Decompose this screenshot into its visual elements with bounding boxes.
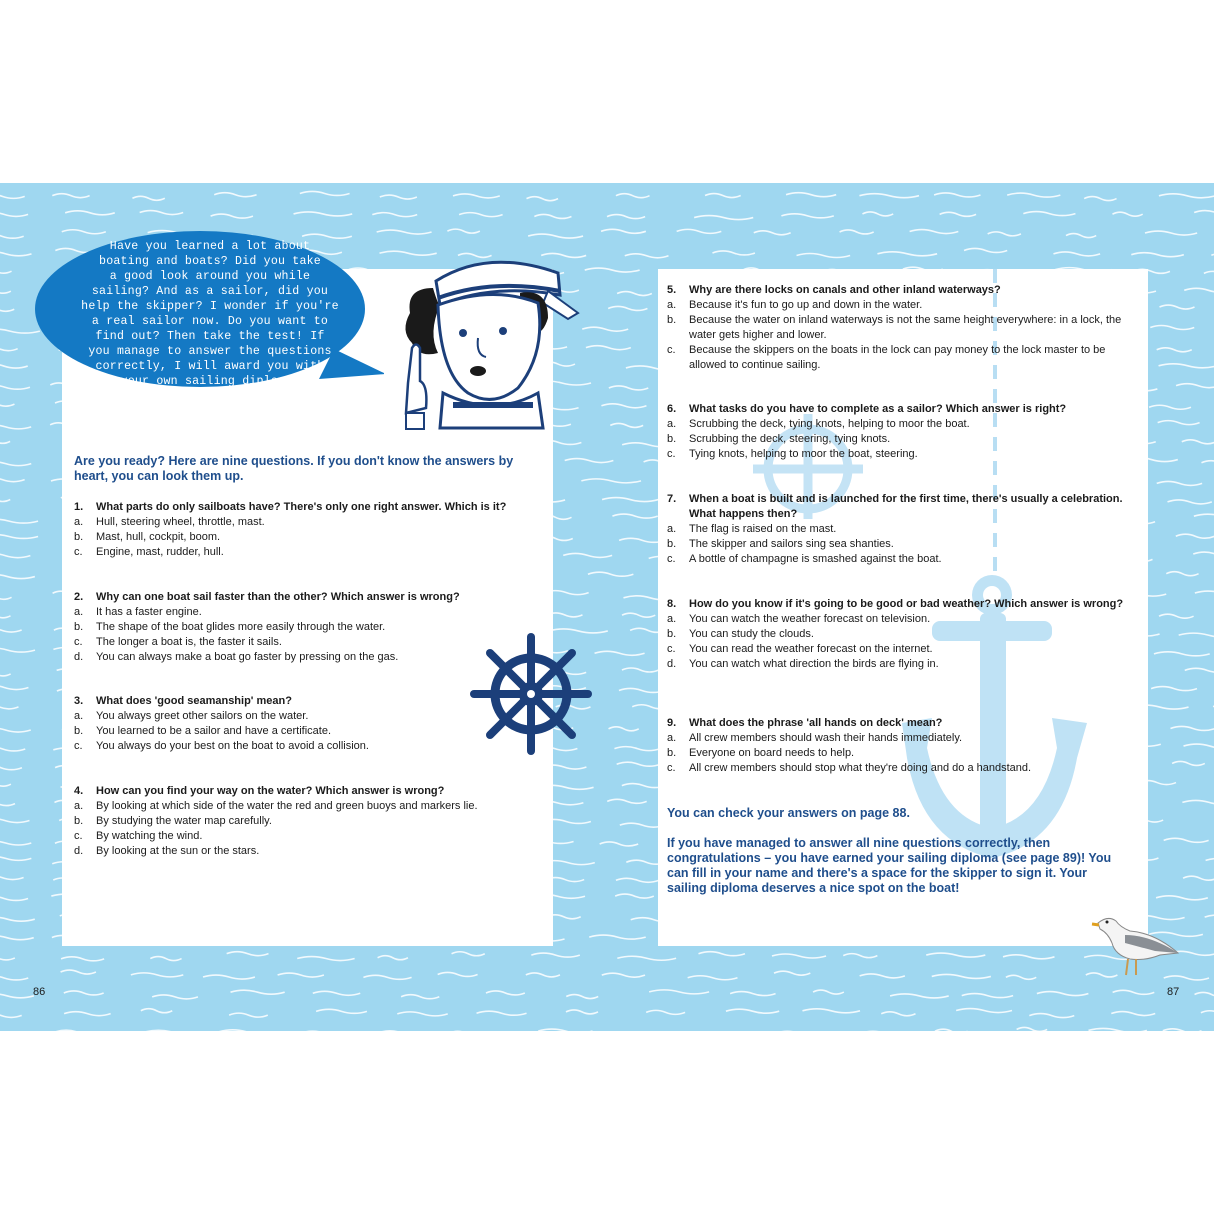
question-text: When a boat is built and is launched for the first time, there's usually a celebration. What happens then? [689,493,1123,520]
option-letter: d. [74,845,84,857]
answer-option [74,814,494,829]
page-number-left: 86 [33,986,46,998]
option-text: By watching the wind. [96,830,203,842]
option-text: All crew members should stop what they're doing and do a handstand. [689,762,1032,774]
question-1 [74,500,549,560]
answer-option [74,605,549,620]
option-letter: a. [74,710,84,722]
question-7 [667,492,1133,567]
answer-option [667,642,1133,657]
question-6 [667,402,1133,462]
option-text: The skipper and sailors sing sea shanties. [689,538,894,550]
option-letter: c. [667,553,676,565]
answer-option [74,545,549,560]
option-letter: a. [667,418,677,430]
option-letter: b. [74,725,84,737]
question-number: 8. [667,598,677,610]
speech-bubble-text: Have you learned a lot about boating and boats? Did you take a good look around you while sailing? And as a sailor, did you help the skipper? I wonder if you're a real sailor now. Do you want to find out? Then take the test! If you manage to answer the questions correctly, I will award you with your own sailing diploma. [81,240,339,388]
answer-option [667,447,1133,462]
option-letter: b. [667,314,677,326]
option-text: All crew members should wash their hands immediately. [689,732,963,744]
answer-option [74,829,494,844]
option-letter: c. [667,344,676,356]
answer-option [74,635,549,650]
option-letter: a. [74,606,84,618]
answer-option [667,731,1133,746]
option-text: Engine, mast, rudder, hull. [96,546,224,558]
question-text: How can you find your way on the water? Which answer is wrong? [96,785,445,797]
answer-option [667,313,1133,343]
option-letter: c. [667,643,676,655]
answer-option [74,530,549,545]
question-text: Why are there locks on canals and other inland waterways? [689,284,1001,296]
answer-option [74,620,549,635]
option-letter: a. [667,613,677,625]
option-text: Because the water on inland waterways is not the same height everywhere: in a lock, the water gets higher and lower. [689,314,1122,341]
option-text: You always greet other sailors on the water. [96,710,309,722]
option-letter: d. [667,658,677,670]
answer-option [667,432,1133,447]
option-text: Scrubbing the deck, steering, tying knots. [689,433,891,445]
page-number-right: 87 [1167,986,1180,998]
question-9 [667,716,1133,776]
option-text: It has a faster engine. [96,606,202,618]
option-text: You can watch the weather forecast on television. [689,613,931,625]
intro-text: Are you ready? Here are nine questions. If you don't know the answers by heart, you can look them up. [74,454,514,483]
option-text: You always do your best on the boat to avoid a collision. [96,740,369,752]
question-number: 6. [667,403,677,415]
option-text: By studying the water map carefully. [96,815,272,827]
option-text: Everyone on board needs to help. [689,747,855,759]
option-text: You can study the clouds. [689,628,814,640]
question-2 [74,590,549,665]
option-letter: a. [667,299,677,311]
option-letter: a. [74,800,84,812]
question-number: 4. [74,785,84,797]
question-text: Why can one boat sail faster than the other? Which answer is wrong? [96,591,460,603]
option-text: You learned to be a sailor and have a certificate. [96,725,332,737]
option-text: Because it's fun to go up and down in the water. [689,299,923,311]
option-letter: c. [667,448,676,460]
option-text: The shape of the boat glides more easily through the water. [96,621,386,633]
answer-option [667,537,1133,552]
question-5 [667,283,1133,373]
option-text: By looking at which side of the water the red and green buoys and markers lie. [96,800,478,812]
answer-option [74,650,549,665]
option-letter: a. [667,732,677,744]
question-3 [74,694,549,754]
question-text: What parts do only sailboats have? There's only one right answer. Which is it? [96,501,507,513]
option-text: Tying knots, helping to moor the boat, steering. [689,448,918,460]
answer-option [667,343,1133,373]
option-text: A bottle of champagne is smashed against the boat. [689,553,942,565]
seagull-illustration [1090,913,1185,978]
option-text: Mast, hull, cockpit, boom. [96,531,221,543]
option-letter: b. [74,531,84,543]
option-text: You can read the weather forecast on the internet. [689,643,933,655]
question-4 [74,784,494,859]
answer-option [74,739,549,754]
congratulations-text: If you have managed to answer all nine questions correctly, then congratulations – you have earned your sailing diploma (see page 89)! You can fill in your name and there's a space for the skipper to sign it. Your sailing diploma deserves a nice spot on the boat! [667,836,1112,895]
option-letter: c. [74,546,83,558]
answer-option [667,761,1133,776]
question-text: What does the phrase 'all hands on deck' mean? [689,717,943,729]
option-letter: b. [74,815,84,827]
option-letter: a. [667,523,677,535]
book-spread [0,183,1214,1031]
option-letter: b. [667,628,677,640]
option-letter: b. [667,747,677,759]
option-text: Hull, steering wheel, throttle, mast. [96,516,265,528]
answer-option [667,746,1133,761]
option-text: The flag is raised on the mast. [689,523,837,535]
option-letter: c. [74,636,83,648]
answer-option [667,522,1133,537]
option-letter: c. [74,830,83,842]
question-number: 5. [667,284,677,296]
option-letter: b. [667,433,677,445]
answer-option [667,627,1133,642]
sailor-illustration [398,243,588,433]
option-letter: d. [74,651,84,663]
question-number: 9. [667,717,677,729]
check-answers-text: You can check your answers on page 88. [667,806,910,820]
option-letter: c. [667,762,676,774]
option-text: The longer a boat is, the faster it sails. [96,636,282,648]
question-text: How do you know if it's going to be good or bad weather? Which answer is wrong? [689,598,1124,610]
answer-option [667,657,1133,672]
answer-option [74,844,494,859]
question-number: 1. [74,501,84,513]
answer-option [667,417,1133,432]
option-letter: b. [667,538,677,550]
question-text: What tasks do you have to complete as a sailor? Which answer is right? [689,403,1067,415]
option-text: You can watch what direction the birds are flying in. [689,658,939,670]
answer-option [74,724,549,739]
answer-option [74,709,549,724]
answer-option [667,552,1133,567]
option-text: By looking at the sun or the stars. [96,845,260,857]
option-text: Because the skippers on the boats in the lock can pay money to the lock master to be allowed to continue sailing. [689,344,1106,371]
option-text: Scrubbing the deck, tying knots, helping to moor the boat. [689,418,970,430]
option-letter: c. [74,740,83,752]
answer-option [74,515,549,530]
option-letter: b. [74,621,84,633]
question-8 [667,597,1133,672]
answer-option [667,612,1133,627]
question-text: What does 'good seamanship' mean? [96,695,292,707]
question-number: 3. [74,695,84,707]
answer-option [74,799,494,814]
question-number: 2. [74,591,84,603]
option-text: You can always make a boat go faster by pressing on the gas. [96,651,399,663]
option-letter: a. [74,516,84,528]
question-number: 7. [667,493,677,505]
answer-option [667,298,1133,313]
